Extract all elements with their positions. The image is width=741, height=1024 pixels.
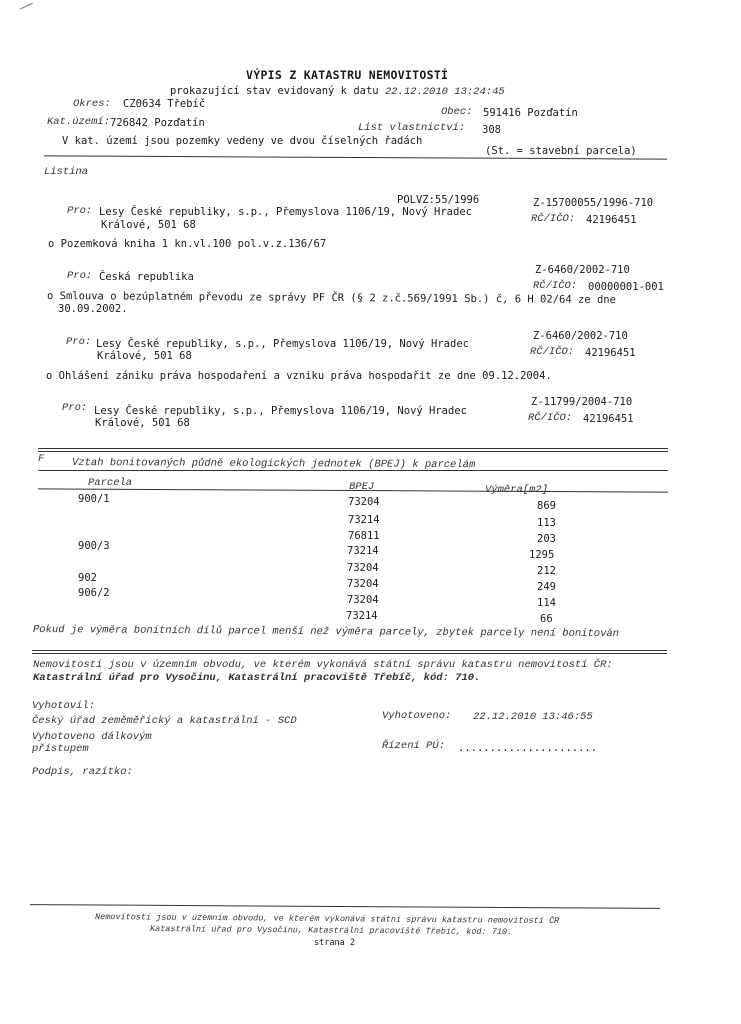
table-cell-parcela: 906/2: [78, 587, 110, 599]
page-number: strana 2: [314, 938, 355, 948]
pro-label: Pro:: [67, 205, 93, 217]
kat-label: Kat.území:: [47, 116, 111, 128]
territory-note: Nemovitosti jsou v územním obvodu, ve kterém vykonává státní správu katastru nemovitostí ČR:: [33, 659, 613, 671]
table-cell-vymera: 249: [537, 581, 556, 593]
pro-label: Pro:: [67, 270, 93, 282]
table-cell-parcela: 900/1: [78, 493, 110, 505]
kat-value: 726842 Pozďatín: [110, 117, 205, 129]
subtitle: [170, 85, 505, 99]
obec-value: 591416 Pozďatín: [483, 107, 578, 119]
rc-label: RČ/IČO:: [528, 412, 573, 424]
rc-label: RČ/IČO:: [531, 213, 576, 225]
ico-cr: 00000001-001: [588, 281, 664, 293]
vyhotoveno-label: Vyhotoveno:: [382, 710, 452, 722]
owner-cr: Česká republika: [99, 271, 194, 283]
table-cell-bpej: 73204: [347, 594, 379, 606]
vyhotovil-value: Český úřad zeměměřický a katastrální - SCD: [32, 715, 297, 727]
owner-lesy-city: Králové, 501 68: [95, 417, 190, 429]
bpej-note: Pokud je výměra bonitních dílů parcel menší než výměra parcely, zbytek parcely není bonitován: [32, 624, 620, 641]
owner-lesy-city: Králové, 501 68: [97, 350, 192, 362]
table-cell-bpej: 73214: [347, 545, 379, 557]
subtitle-prefix: prokazující stav evidovaný k datu: [170, 85, 379, 97]
entry-smlouva-date: 30.09.2002.: [58, 303, 128, 315]
vyhotovil-label: Vyhotovil:: [32, 700, 96, 712]
z-number-2: Z-6460/2002-710: [535, 264, 630, 276]
obec-label: Obec:: [441, 106, 473, 118]
owner-lesy: Lesy České republiky, s.p., Přemyslova 1106/19, Nový Hradec: [96, 338, 469, 350]
table-cell-vymera: 113: [537, 517, 556, 529]
table-cell-vymera: 212: [537, 565, 556, 577]
page-footer-line2: Katastrální úřad pro Vysočinu, Katastrální pracoviště Třebíč, kód: 710.: [149, 924, 513, 938]
ico-lesy: 42196451: [586, 214, 637, 226]
lv-value: 308: [482, 124, 501, 136]
okres-label: Okres:: [73, 98, 111, 110]
table-cell-vymera: 1295: [529, 549, 555, 561]
page-footer-rule: [30, 904, 660, 909]
document-title: VÝPIS Z KATASTRU NEMOVITOSTÍ: [246, 68, 449, 82]
series-note-right: (St. = stavební parcela): [485, 145, 637, 157]
table-cell-bpej: 73214: [346, 610, 378, 622]
polvz: POLVZ:55/1996: [397, 194, 480, 206]
subtitle-date: 22.12.2010 13:24:45: [384, 86, 505, 98]
table-cell-vymera: 114: [537, 597, 556, 609]
rc-label: RČ/IČO:: [533, 280, 578, 292]
series-note: V kat. území jsou pozemky vedeny ve dvou číselných řadách: [62, 135, 423, 147]
bpej-rule-bottom-2: [32, 653, 667, 654]
bpej-rule-title: [38, 470, 668, 471]
okres-value: CZ0634 Třebíč: [123, 98, 206, 110]
entry-pozemkova-kniha: o Pozemková kniha 1 kn.vl.100 pol.v.z.136/67: [48, 238, 327, 250]
remote-access-1: Vyhotoveno dálkovým: [32, 731, 152, 743]
ico-lesy: 42196451: [583, 413, 634, 425]
vyhotoveno-value: 22.12.2010 13:46:55: [473, 711, 593, 723]
lv-label: List vlastnictví:: [358, 122, 466, 134]
col-parcela: Parcela: [88, 477, 133, 489]
pro-label: Pro:: [66, 336, 92, 348]
remote-access-2: přístupem: [32, 743, 89, 755]
bpej-rule-top-2: [38, 451, 668, 452]
bpej-rule-top: [38, 448, 668, 449]
rizeni-label: Řízení PÚ:: [382, 740, 446, 752]
owner-lesy: Lesy České republiky, s.p., Přemyslova 1106/19, Nový Hradec: [99, 206, 472, 218]
z-number-1: Z-15700055/1996-710: [533, 197, 654, 209]
table-cell-bpej: 73204: [348, 496, 380, 508]
table-cell-bpej: 76811: [348, 530, 380, 542]
col-bpej: BPEJ: [349, 481, 375, 493]
page-footer-line1: Nemovitosti jsou v územním obvodu, ve kterém vykonává státní správu katastru nemovitostí ČR: [94, 912, 560, 927]
table-cell-vymera: 203: [537, 533, 556, 545]
table-cell-parcela: 902: [78, 572, 97, 584]
z-number-3: Z-6460/2002-710: [533, 330, 628, 342]
ico-lesy: 42196451: [585, 347, 636, 359]
listina-label: Listina: [44, 166, 89, 178]
table-cell-bpej: 73204: [347, 562, 379, 574]
cadastral-office: Katastrální úřad pro Vysočinu, Katastrální pracoviště Třebíč, kód: 710.: [33, 672, 481, 684]
bpej-rule-bottom: [32, 650, 667, 651]
entry-smlouva: o Smlouva o bezúplatném převodu ze správy PF ČR (§ 2 z.č.569/1991 Sb.) č, 6 H 02/64 ze dne: [46, 290, 616, 306]
owner-lesy-city: Králové, 501 68: [101, 219, 196, 231]
col-vymera: Výměra[m2]: [485, 484, 549, 496]
table-cell-bpej: 73214: [348, 514, 380, 526]
bpej-section-letter: F: [38, 453, 45, 465]
rizeni-dots: ......................: [458, 742, 598, 754]
entry-ohlaseni: o Ohlášení zániku práva hospodaření a vzniku práva hospodařit ze dne 09.12.2004.: [46, 370, 552, 382]
table-cell-vymera: 66: [540, 613, 553, 625]
table-cell-bpej: 73204: [347, 578, 379, 590]
owner-lesy: Lesy České republiky, s.p., Přemyslova 1106/19, Nový Hradec: [94, 405, 467, 417]
scan-corner-mark: [17, 0, 33, 10]
pro-label: Pro:: [62, 402, 88, 414]
table-cell-vymera: 869: [537, 500, 556, 512]
bpej-section-title: Vztah bonitovaných půdně ekologických jednotek (BPEJ) k parcelám: [71, 457, 476, 472]
signature-label: Podpis, razítko:: [32, 766, 133, 778]
rc-label: RČ/IČO:: [530, 346, 575, 358]
z-number-4: Z-11799/2004-710: [531, 396, 633, 408]
table-cell-parcela: 900/3: [78, 540, 110, 552]
